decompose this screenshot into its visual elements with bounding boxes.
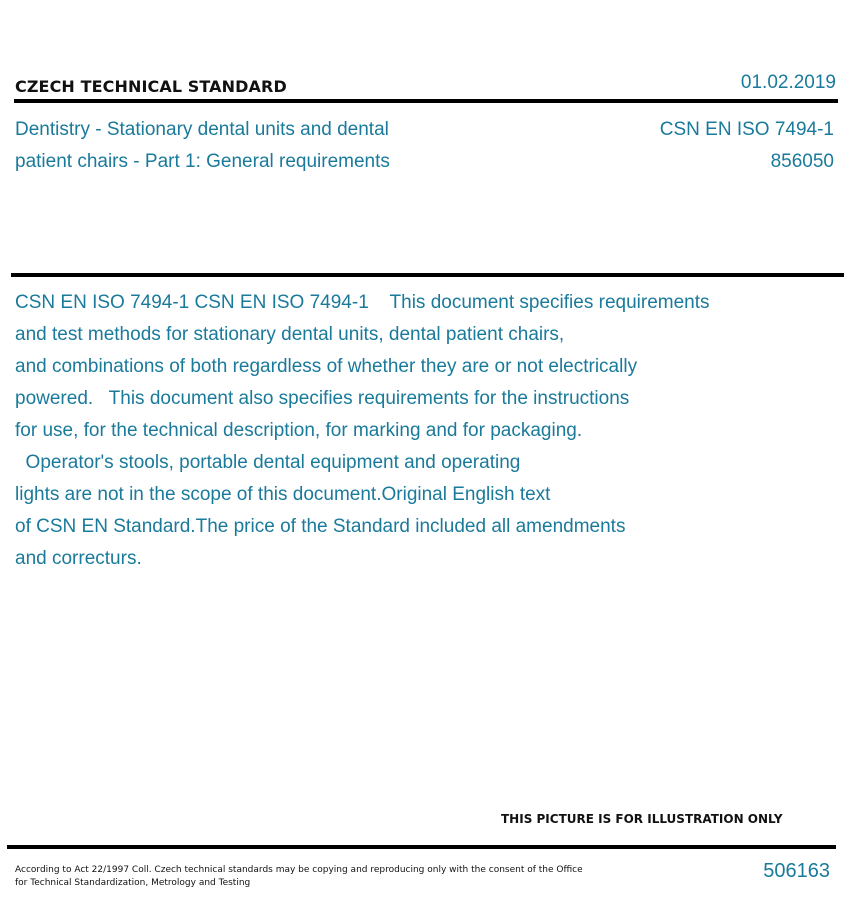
- standard-identifier: [660, 114, 834, 178]
- header-divider: [14, 99, 838, 103]
- legal-line: According to Act 22/1997 Coll. Czech technical standards may be copying and reproducing only with the consent of the Office: [15, 865, 583, 875]
- abstract-line: lights are not in the scope of this document.Original English text: [15, 484, 551, 505]
- abstract-line: and correcturs.: [15, 548, 142, 569]
- abstract-line: for use, for the technical description, for marking and for packaging.: [15, 420, 583, 441]
- section-divider: [11, 273, 844, 277]
- abstract-line: and test methods for stationary dental units, dental patient chairs,: [15, 324, 565, 345]
- document-code: 506163: [763, 860, 830, 882]
- standard-number: CSN EN ISO 7494-1: [659, 119, 834, 140]
- abstract-text: [15, 287, 710, 575]
- footer-divider: [7, 845, 836, 849]
- abstract-line: CSN EN ISO 7494-1 CSN EN ISO 7494-1 This document specifies requirements: [15, 292, 710, 313]
- abstract-line: of CSN EN Standard.The price of the Standard included all amendments: [15, 516, 626, 537]
- illustration-notice: THIS PICTURE IS FOR ILLUSTRATION ONLY: [501, 812, 783, 826]
- standard-title: [15, 114, 485, 178]
- standard-type-heading: CZECH TECHNICAL STANDARD: [15, 77, 287, 96]
- abstract-line: powered. This document also specifies requirements for the instructions: [15, 388, 630, 409]
- abstract-line: Operator's stools, portable dental equipment and operating: [15, 452, 521, 473]
- legal-notice: [15, 864, 595, 890]
- title-line: Dentistry - Stationary dental units and dental: [15, 119, 389, 140]
- publication-date: 01.02.2019: [740, 72, 836, 93]
- classification-code: 856050: [770, 151, 834, 172]
- legal-line: for Technical Standardization, Metrology and Testing: [15, 878, 251, 888]
- abstract-line: and combinations of both regardless of whether they are or not electrically: [15, 356, 638, 377]
- title-line: patient chairs - Part 1: General requirements: [15, 151, 390, 172]
